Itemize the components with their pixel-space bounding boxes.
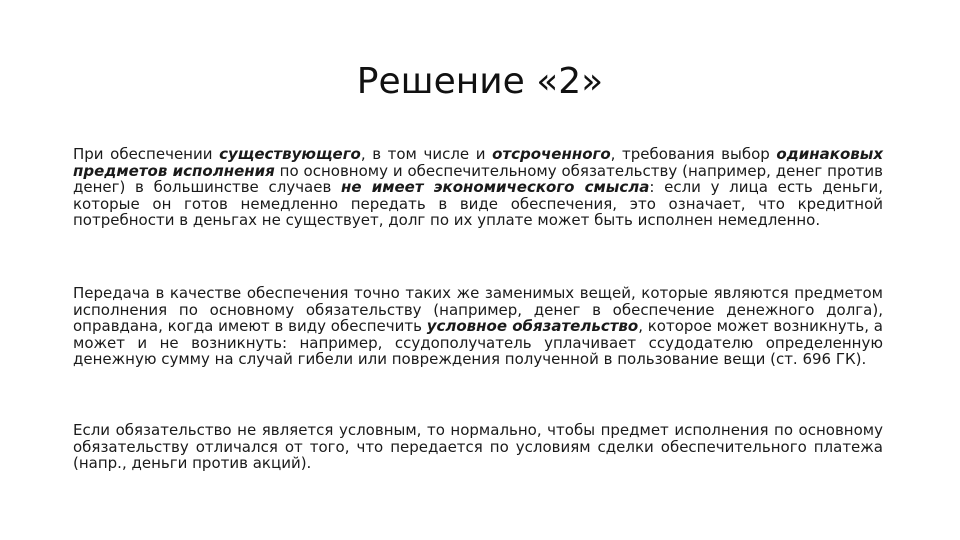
- slide-title: Решение «2»: [356, 61, 604, 102]
- paragraph-3: [73, 422, 883, 472]
- emphasis-identical-subjects: одинаковых предметов исполнения: [73, 145, 884, 180]
- text-segment: При обеспечении: [73, 145, 220, 163]
- paragraph-1: [73, 146, 883, 229]
- text-segment: по основному и обеспечительному обязательству (например, денег против денег) в большинстве случаев: [73, 161, 883, 196]
- text-segment: Если обязательство не является условным, то нормально, чтобы предмет исполнения по основному обязательству отличался от того, что передается по условиям сделки обеспечительного платежа (напр., деньги против акций).: [73, 421, 883, 472]
- text-segment: Передача в качестве обеспечения точно таких же заменимых вещей, которые являются предметом исполнения по основному обязательству (например, денег в обеспечение денежного долга), оправдана, когда имеют в виду обеспечить: [73, 284, 883, 335]
- emphasis-conditional-obligation: условное обязательство: [426, 317, 639, 335]
- emphasis-existing: существующего: [219, 145, 361, 163]
- paragraph-2: [73, 285, 883, 368]
- emphasis-deferred: отсроченного: [492, 145, 611, 163]
- text-segment: : если у лица есть деньги, которые он готов немедленно передать в виде обеспечения, это означает, что кредитной потребности в деньгах не существует, долг по их уплате может быть исполнен немедленно.: [73, 178, 883, 229]
- text-segment: , в том числе и: [360, 145, 493, 163]
- emphasis-no-economic-sense: не имеет экономического смысла: [341, 178, 650, 196]
- text-segment: , которое может возникнуть, а может и не возникнуть: например, ссудополучатель уплачивает ссудодателю определенную денежную сумму на случай гибели или повреждения полученной в пользование вещи (ст. 696 ГК).: [73, 317, 883, 368]
- text-segment: , требования выбор: [610, 145, 777, 163]
